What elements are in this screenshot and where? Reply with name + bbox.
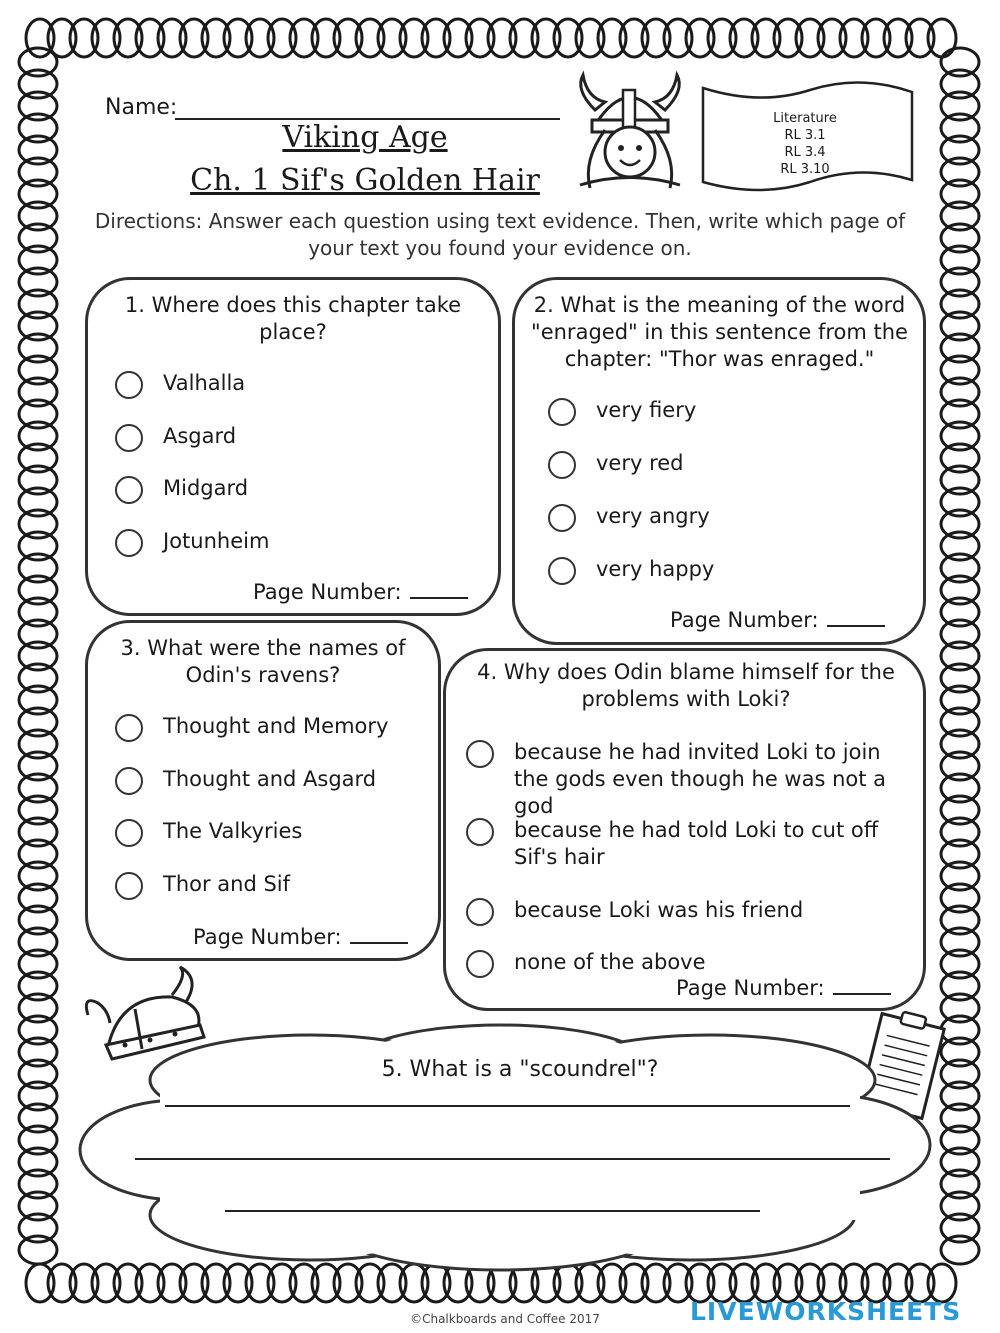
border-loop bbox=[19, 1126, 57, 1154]
border-loop bbox=[19, 708, 57, 736]
border-loop bbox=[576, 19, 604, 57]
border-loop bbox=[19, 1170, 57, 1198]
border-loop bbox=[19, 774, 57, 802]
border-loop bbox=[941, 1192, 979, 1220]
answer-line[interactable] bbox=[165, 1105, 850, 1107]
standard-code: RL 3.10 bbox=[780, 162, 830, 177]
border-loop bbox=[19, 1214, 57, 1242]
border-loop bbox=[941, 774, 979, 802]
border-loop bbox=[19, 686, 57, 714]
border-loop bbox=[400, 19, 428, 57]
question-2-box bbox=[512, 277, 926, 645]
question-3-option[interactable]: Thought and Memory bbox=[115, 713, 388, 742]
question-4-option[interactable]: because he had invited Loki to join the gods even though he was not a god bbox=[466, 739, 896, 820]
border-loop bbox=[818, 19, 846, 57]
answer-bubble[interactable] bbox=[115, 529, 143, 557]
border-loop bbox=[19, 1236, 57, 1264]
question-5-prompt: 5. What is a "scoundrel"? bbox=[381, 1057, 659, 1082]
standards-list bbox=[740, 110, 870, 178]
border-loop bbox=[941, 48, 979, 76]
border-loop bbox=[19, 906, 57, 934]
border-loop bbox=[92, 19, 120, 57]
border-loop bbox=[941, 950, 979, 978]
border-loop bbox=[941, 444, 979, 472]
border-loop bbox=[941, 906, 979, 934]
border-loop bbox=[941, 576, 979, 604]
border-loop bbox=[19, 642, 57, 670]
border-loop bbox=[19, 972, 57, 1000]
border-loop bbox=[422, 19, 450, 57]
border-loop bbox=[19, 1082, 57, 1110]
border-loop bbox=[941, 884, 979, 912]
border-loop bbox=[19, 92, 57, 120]
question-4-box bbox=[443, 648, 926, 1011]
copyright-text: ©Chalkboards and Coffee 2017 bbox=[410, 1312, 600, 1326]
border-loop bbox=[19, 752, 57, 780]
border-loop bbox=[19, 158, 57, 186]
border-loop bbox=[19, 554, 57, 582]
page-number-field[interactable]: Page Number: bbox=[676, 976, 891, 1000]
border-loop bbox=[941, 1126, 979, 1154]
border-loop bbox=[686, 19, 714, 57]
border-loop bbox=[941, 488, 979, 516]
viking-girl-illustration bbox=[565, 70, 695, 200]
border-loop bbox=[941, 620, 979, 648]
answer-bubble[interactable] bbox=[115, 476, 143, 504]
question-2-option[interactable]: very red bbox=[548, 450, 684, 479]
border-loop bbox=[19, 1060, 57, 1088]
border-loop bbox=[19, 202, 57, 230]
border-loop bbox=[158, 19, 186, 57]
border-loop bbox=[664, 19, 692, 57]
border-loop bbox=[941, 862, 979, 890]
border-loop bbox=[941, 796, 979, 824]
border-loop bbox=[19, 488, 57, 516]
border-loop bbox=[941, 840, 979, 868]
border-loop bbox=[19, 268, 57, 296]
answer-bubble[interactable] bbox=[466, 898, 494, 926]
border-loop bbox=[941, 290, 979, 318]
border-loop bbox=[19, 180, 57, 208]
border-loop bbox=[19, 1148, 57, 1176]
border-loop bbox=[19, 48, 57, 76]
border-loop bbox=[114, 19, 142, 57]
question-3-box bbox=[85, 620, 441, 961]
page-number-field[interactable]: Page Number: bbox=[253, 580, 468, 604]
question-1-option[interactable]: Asgard bbox=[115, 423, 236, 452]
border-loop bbox=[532, 19, 560, 57]
border-loop bbox=[19, 136, 57, 164]
border-loop bbox=[19, 664, 57, 692]
border-loop bbox=[19, 598, 57, 626]
border-loop bbox=[312, 19, 340, 57]
border-loop bbox=[136, 19, 164, 57]
border-loop bbox=[356, 19, 384, 57]
question-2-option[interactable]: very angry bbox=[548, 503, 710, 532]
border-loop bbox=[19, 576, 57, 604]
question-4-prompt: 4. Why does Odin blame himself for the problems with Loki? bbox=[477, 660, 895, 711]
answer-bubble[interactable] bbox=[466, 950, 494, 978]
question-3-option[interactable]: Thor and Sif bbox=[115, 871, 290, 900]
border-loop bbox=[941, 686, 979, 714]
border-loop bbox=[19, 1038, 57, 1066]
border-loop bbox=[19, 730, 57, 758]
answer-bubble[interactable] bbox=[115, 371, 143, 399]
answer-bubble[interactable] bbox=[548, 557, 576, 585]
border-loop bbox=[941, 708, 979, 736]
border-loop bbox=[19, 334, 57, 362]
border-loop bbox=[941, 1236, 979, 1264]
border-loop bbox=[466, 19, 494, 57]
answer-line[interactable] bbox=[225, 1210, 760, 1212]
border-loop bbox=[290, 19, 318, 57]
question-1-box bbox=[85, 277, 501, 616]
chapter-title: Ch. 1 Sif's Golden Hair bbox=[190, 163, 540, 198]
border-loop bbox=[19, 884, 57, 912]
border-loop bbox=[70, 19, 98, 57]
border-loop bbox=[19, 1104, 57, 1132]
answer-bubble[interactable] bbox=[115, 872, 143, 900]
border-loop bbox=[941, 466, 979, 494]
standard-code: RL 3.4 bbox=[784, 145, 826, 160]
border-loop bbox=[941, 356, 979, 384]
border-loop bbox=[941, 158, 979, 186]
border-loop bbox=[444, 19, 472, 57]
border-loop bbox=[19, 422, 57, 450]
worksheet-title: Viking Age bbox=[282, 120, 448, 155]
border-loop bbox=[19, 796, 57, 824]
border-loop bbox=[19, 510, 57, 538]
border-loop bbox=[884, 19, 912, 57]
border-loop bbox=[19, 114, 57, 142]
border-loop bbox=[642, 19, 670, 57]
question-2-option[interactable]: very happy bbox=[548, 556, 714, 585]
standard-code: RL 3.1 bbox=[784, 128, 826, 143]
border-loop bbox=[488, 19, 516, 57]
border-loop bbox=[941, 136, 979, 164]
border-loop bbox=[510, 19, 538, 57]
question-1-prompt: 1. Where does this chapter take place? bbox=[124, 293, 462, 344]
border-loop bbox=[19, 950, 57, 978]
border-loop bbox=[202, 19, 230, 57]
question-4-option[interactable]: because Loki was his friend bbox=[466, 897, 896, 926]
answer-bubble[interactable] bbox=[115, 424, 143, 452]
question-1-option[interactable]: Valhalla bbox=[115, 370, 245, 399]
border-loop bbox=[941, 422, 979, 450]
border-loop bbox=[730, 19, 758, 57]
border-loop bbox=[941, 664, 979, 692]
border-loop bbox=[554, 19, 582, 57]
border-loop bbox=[941, 400, 979, 428]
border-loop bbox=[26, 1264, 54, 1302]
question-4-option[interactable]: because he had told Loki to cut off Sif's hair bbox=[466, 817, 896, 871]
border-loop bbox=[941, 1170, 979, 1198]
border-loop bbox=[620, 19, 648, 57]
answer-bubble[interactable] bbox=[466, 740, 494, 768]
border-loop bbox=[906, 19, 934, 57]
standard-label: Literature bbox=[773, 111, 837, 126]
border-loop bbox=[941, 92, 979, 120]
border-loop bbox=[928, 19, 956, 57]
border-loop bbox=[941, 246, 979, 274]
answer-bubble[interactable] bbox=[548, 451, 576, 479]
answer-bubble[interactable] bbox=[548, 504, 576, 532]
border-loop bbox=[941, 510, 979, 538]
border-loop bbox=[941, 554, 979, 582]
border-loop bbox=[941, 378, 979, 406]
border-loop bbox=[19, 840, 57, 868]
question-3-prompt: 3. What were the names of Odin's ravens? bbox=[120, 636, 406, 687]
answer-line[interactable] bbox=[135, 1158, 890, 1160]
border-loop bbox=[19, 70, 57, 98]
border-loop bbox=[19, 444, 57, 472]
name-label: Name: bbox=[105, 95, 178, 120]
border-loop bbox=[774, 19, 802, 57]
border-loop bbox=[246, 19, 274, 57]
question-2-option[interactable]: very fiery bbox=[548, 397, 696, 426]
page-number-field[interactable]: Page Number: bbox=[193, 925, 408, 949]
border-loop bbox=[334, 19, 362, 57]
border-loop bbox=[941, 268, 979, 296]
border-loop bbox=[941, 202, 979, 230]
directions: Directions: Answer each question using text evidence. Then, write which page of your text you found your evidence on. bbox=[94, 209, 906, 260]
border-loop bbox=[268, 19, 296, 57]
border-loop bbox=[752, 19, 780, 57]
border-loop bbox=[19, 224, 57, 252]
question-2-prompt: 2. What is the meaning of the word "enraged" in this sentence from the chapter: "Thor was enraged." bbox=[531, 293, 908, 371]
border-loop bbox=[941, 752, 979, 780]
border-loop bbox=[19, 378, 57, 406]
border-loop bbox=[19, 620, 57, 648]
border-loop bbox=[941, 730, 979, 758]
border-loop bbox=[708, 19, 736, 57]
liveworksheets-logo: LIVEWORKSHEETS bbox=[690, 1297, 962, 1326]
border-loop bbox=[180, 19, 208, 57]
page-number-field[interactable]: Page Number: bbox=[670, 608, 885, 632]
question-1-option[interactable]: Jotunheim bbox=[115, 528, 269, 557]
border-loop bbox=[840, 19, 868, 57]
border-loop bbox=[19, 532, 57, 560]
answer-bubble[interactable] bbox=[115, 819, 143, 847]
border-loop bbox=[941, 224, 979, 252]
answer-bubble[interactable] bbox=[115, 714, 143, 742]
border-loop bbox=[19, 246, 57, 274]
border-loop bbox=[941, 532, 979, 560]
border-loop bbox=[19, 994, 57, 1022]
border-loop bbox=[378, 19, 406, 57]
border-loop bbox=[19, 1192, 57, 1220]
border-loop bbox=[19, 862, 57, 890]
border-loop bbox=[941, 70, 979, 98]
border-loop bbox=[598, 19, 626, 57]
border-loop bbox=[19, 312, 57, 340]
border-loop bbox=[941, 1148, 979, 1176]
border-loop bbox=[941, 334, 979, 362]
border-loop bbox=[19, 466, 57, 494]
border-loop bbox=[19, 818, 57, 846]
border-loop bbox=[19, 1016, 57, 1044]
answer-bubble[interactable] bbox=[548, 398, 576, 426]
border-loop bbox=[862, 19, 890, 57]
border-loop bbox=[941, 642, 979, 670]
answer-bubble[interactable] bbox=[115, 767, 143, 795]
question-1-option[interactable]: Midgard bbox=[115, 475, 248, 504]
question-3-option[interactable]: Thought and Asgard bbox=[115, 766, 376, 795]
border-loop bbox=[941, 114, 979, 142]
border-loop bbox=[941, 818, 979, 846]
border-loop bbox=[941, 180, 979, 208]
border-loop bbox=[941, 312, 979, 340]
answer-bubble[interactable] bbox=[466, 818, 494, 846]
border-loop bbox=[941, 1214, 979, 1242]
border-loop bbox=[941, 928, 979, 956]
question-3-option[interactable]: The Valkyries bbox=[115, 818, 302, 847]
border-loop bbox=[941, 598, 979, 626]
border-loop bbox=[19, 400, 57, 428]
border-loop bbox=[19, 356, 57, 384]
question-4-option[interactable]: none of the above bbox=[466, 949, 896, 978]
border-loop bbox=[224, 19, 252, 57]
border-loop bbox=[796, 19, 824, 57]
border-loop bbox=[19, 928, 57, 956]
border-loop bbox=[941, 972, 979, 1000]
border-loop bbox=[19, 290, 57, 318]
